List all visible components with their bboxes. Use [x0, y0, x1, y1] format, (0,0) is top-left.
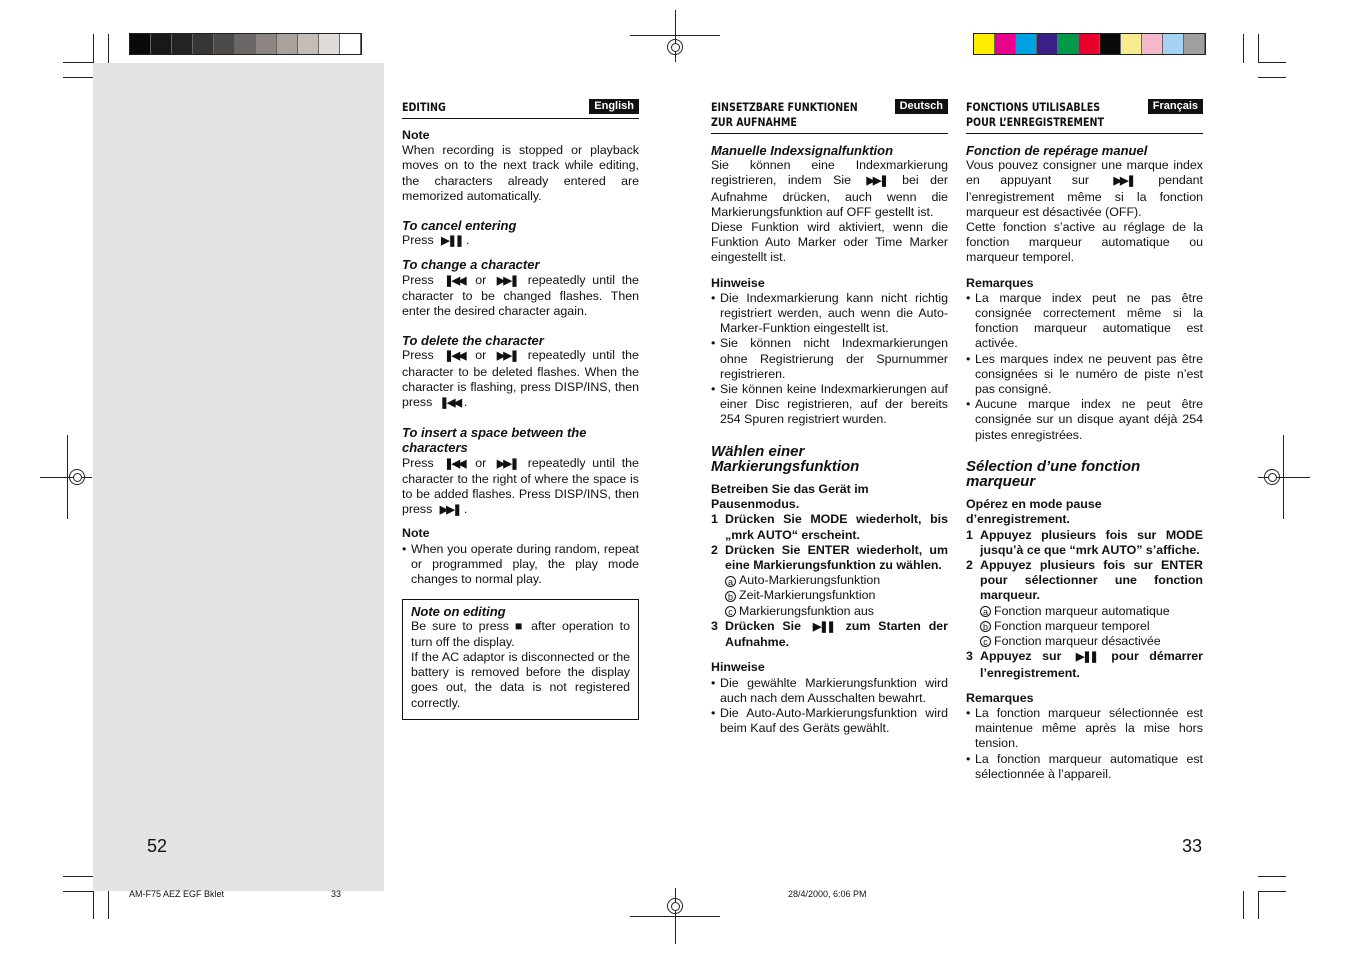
english-header: [402, 100, 639, 119]
box-heading: Note on editing: [411, 604, 506, 620]
list-item: • Sie können keine Indexmarkierungen auf einer Disc registrieren, auf der bereits 254 Spuren registriert wurden.: [711, 382, 948, 428]
box-text: Be sure to press ■ after operation to turn off the display.: [411, 619, 630, 649]
color-swatch: [1079, 34, 1100, 54]
color-swatch: [1163, 34, 1184, 54]
option-a: a Fonction marqueur automatique: [966, 604, 1203, 619]
remarques-list: [966, 291, 1203, 443]
section-title: EDITING: [402, 100, 446, 114]
option-c: c Fonction marqueur désactivée: [966, 634, 1203, 649]
grayscale-color-bar: [129, 33, 362, 55]
color-swatch: [995, 34, 1016, 54]
color-swatch: [974, 34, 995, 54]
hinweise-list: [711, 291, 948, 428]
list-item: • La fonction marqueur sélectionnée est maintenue même après la mise hors tension.: [966, 706, 1203, 752]
color-calibration-bar: [973, 33, 1206, 55]
play-pause-icon: ▶❚❚: [441, 235, 463, 248]
color-swatch: [340, 34, 361, 54]
color-swatch: [1100, 34, 1121, 54]
color-swatch: [1121, 34, 1142, 54]
registration-target-icon: [667, 39, 683, 55]
step-2: 2 Drücken Sie ENTER wiederholt, um eine Markierungsfunktion zu wählen.: [711, 542, 948, 573]
step-1: 1 Appuyez plusieurs fois sur MODE jusqu’à ce que “mrk AUTO” s’affiche.: [966, 527, 1203, 557]
deutsch-column: [711, 100, 948, 736]
option-b: b Fonction marqueur temporel: [966, 619, 1203, 634]
skip-forward-icon: ▶▶❚: [496, 274, 518, 287]
skip-back-icon: ❚◀◀: [444, 457, 465, 470]
stop-icon: ■: [515, 619, 526, 634]
option-b: b Zeit-Markierungsfunktion: [711, 588, 948, 603]
footer-date: 28/4/2000, 6:06 PM: [788, 889, 867, 899]
list-item: • Die Indexmarkierung kann nicht richtig registriert werden, auch wenn die Auto-Marker-Funktion eingestellt ist.: [711, 291, 948, 337]
color-swatch: [1058, 34, 1079, 54]
footer-file: AM-F75 AEZ EGF Bklet: [129, 889, 225, 899]
skip-back-icon: ❚◀◀: [439, 397, 460, 410]
cancel-text: Press ▶❚❚ .: [402, 233, 639, 249]
hinweise-heading: Hinweise: [711, 275, 765, 290]
option-a: a Auto-Markierungsfunktion: [711, 573, 948, 588]
manual-index-text: Vous pouvez consigner une marque index en appuyant sur ▶▶❚ pendant l’enregistrement même si la fonction marqueur est désactivée (OFF).: [966, 158, 1203, 219]
step-3: 3 Drücken Sie ▶❚❚ zum Starten der Aufnahme.: [711, 618, 948, 650]
insert-text: Press ❚◀◀ or ▶▶❚ repeatedly until the character to the right of where the space is to be added flashes. Press DISP/INS, then press ▶▶❚ .: [402, 456, 639, 519]
hinweise-list-2: [711, 676, 948, 737]
skip-back-icon: ❚◀◀: [444, 274, 465, 287]
color-swatch: [298, 34, 319, 54]
language-badge: Français: [1148, 99, 1203, 114]
list-item: • Die Auto-Auto-Markierungsfunktion wird beim Kauf des Geräts gewählt.: [711, 706, 948, 736]
manual-index-text: Sie können eine Indexmarkierung registrieren, indem Sie ▶▶❚ bei der Aufnahme drücken, auch wenn die Markierungsfunktion auf OFF gestellt ist.: [711, 158, 948, 219]
english-column: [402, 100, 639, 720]
manual-index-heading: Manuelle Indexsignalfunktion: [711, 143, 894, 158]
section-title: FONCTIONS UTILISABLES POUR L’ENREGISTREMENT: [966, 100, 1104, 129]
manual-index-heading: Fonction de repérage manuel: [966, 143, 1148, 158]
note-on-editing-box: [402, 599, 639, 719]
play-pause-icon: ▶❚❚: [812, 620, 834, 633]
skip-back-icon: ❚◀◀: [444, 350, 465, 363]
list-item: • Sie können nicht Indexmarkierungen ohne Registrierung der Spurnummer registrieren.: [711, 336, 948, 382]
skip-forward-icon: ▶▶❚: [439, 504, 460, 517]
page-number-right: 33: [1182, 836, 1203, 856]
skip-forward-icon: ▶▶❚: [496, 350, 518, 363]
section-title: EINSETZBARE FUNKTIONEN ZUR AUFNAHME: [711, 100, 858, 129]
step-3: 3 Appuyez sur ▶❚❚ pour démarrer l’enregistrement.: [966, 649, 1203, 680]
language-badge: English: [589, 99, 639, 114]
color-swatch: [151, 34, 172, 54]
list-item: • Aucune marque index ne peut être consignée sur un disque ayant déjà 254 pistes enregistrées.: [966, 397, 1203, 443]
list-item: • Les marques index ne peuvent pas être consignées si le numéro de piste n’est pas consigné.: [966, 352, 1203, 398]
page-number-left: 52: [147, 836, 168, 856]
precondition-text: Betreiben Sie das Gerät im Pausenmodus.: [711, 482, 869, 512]
box-text-2: If the AC adaptor is disconnected or the battery is removed before the display goes out, the data is not registered correctly.: [411, 649, 630, 710]
remarques-heading: Remarques: [966, 275, 1034, 290]
step-2: 2 Appuyez plusieurs fois sur ENTER pour sélectionner une fonction marqueur.: [966, 558, 1203, 603]
color-swatch: [319, 34, 340, 54]
list-item: • Die gewählte Markierungsfunktion wird auch nach dem Ausschalten bewahrt.: [711, 676, 948, 706]
francais-column: [966, 100, 1203, 782]
skip-forward-icon: ▶▶❚: [1113, 175, 1134, 188]
color-swatch: [235, 34, 256, 54]
change-heading: To change a character: [402, 257, 540, 273]
note-heading: Note: [402, 128, 430, 142]
insert-heading: To insert a space between the characters: [402, 425, 587, 456]
color-swatch: [1037, 34, 1058, 54]
color-swatch: [1142, 34, 1163, 54]
registration-target-icon: [1264, 469, 1280, 485]
hinweise-heading-2: Hinweise: [711, 660, 765, 675]
deutsch-header: [711, 100, 948, 134]
color-swatch: [1184, 34, 1205, 54]
select-marker-heading: Sélection d’une fonction marqueur: [966, 457, 1141, 491]
color-swatch: [256, 34, 277, 54]
color-swatch: [277, 34, 298, 54]
francais-header: [966, 100, 1203, 134]
skip-forward-icon: ▶▶❚: [866, 175, 887, 188]
language-badge: Deutsch: [895, 99, 948, 114]
color-swatch: [172, 34, 193, 54]
precondition-text: Opérez en mode pause d’enregistrement.: [966, 497, 1102, 527]
skip-forward-icon: ▶▶❚: [496, 457, 518, 470]
delete-text: Press ❚◀◀ or ▶▶❚ repeatedly until the character to be deleted flashes. When the character is flashing, press DISP/INS, then press ❚◀◀ .: [402, 348, 639, 411]
color-swatch: [193, 34, 214, 54]
note2-list: [402, 542, 639, 588]
color-swatch: [214, 34, 235, 54]
delete-heading: To delete the character: [402, 333, 544, 349]
registration-target-icon: [667, 898, 683, 914]
note-text: When recording is stopped or playback moves on to the next track while editing, the characters already entered are memorized automatically.: [402, 143, 639, 203]
step-1: 1 Drücken Sie MODE wiederholt, bis „mrk AUTO“ erscheint.: [711, 512, 948, 542]
manual-index-text-2: Diese Funktion wird aktiviert, wenn die Funktion Auto Marker oder Time Marker eingestellt ist.: [711, 220, 948, 265]
list-item: • La marque index peut ne pas être consignée correctement même si la fonction marqueur automatique est activée.: [966, 291, 1203, 352]
list-item: • La fonction marqueur automatique est sélectionnée à l’appareil.: [966, 752, 1203, 782]
footer-page: 33: [331, 889, 342, 899]
select-marker-heading: Wählen einer Markierungsfunktion: [711, 442, 860, 475]
color-swatch: [130, 34, 151, 54]
play-pause-icon: ▶❚❚: [1075, 651, 1097, 664]
remarques-list-2: [966, 706, 1203, 782]
change-text: Press ❚◀◀ or ▶▶❚ repeatedly until the character to be changed flashes. Then enter the desired character again.: [402, 272, 639, 319]
registration-target-icon: [69, 469, 85, 485]
option-c: c Markierungsfunktion aus: [711, 604, 948, 619]
gray-panel: [93, 63, 384, 891]
remarques-heading-2: Remarques: [966, 690, 1034, 705]
color-swatch: [1016, 34, 1037, 54]
note2-heading: Note: [402, 526, 430, 541]
manual-index-text-2: Cette fonction s’active au réglage de la fonction marqueur automatique ou marqueur temporel.: [966, 220, 1203, 265]
list-item: • When you operate during random, repeat or programmed play, the play mode changes to normal play.: [402, 542, 639, 588]
cancel-heading: To cancel entering: [402, 218, 517, 234]
